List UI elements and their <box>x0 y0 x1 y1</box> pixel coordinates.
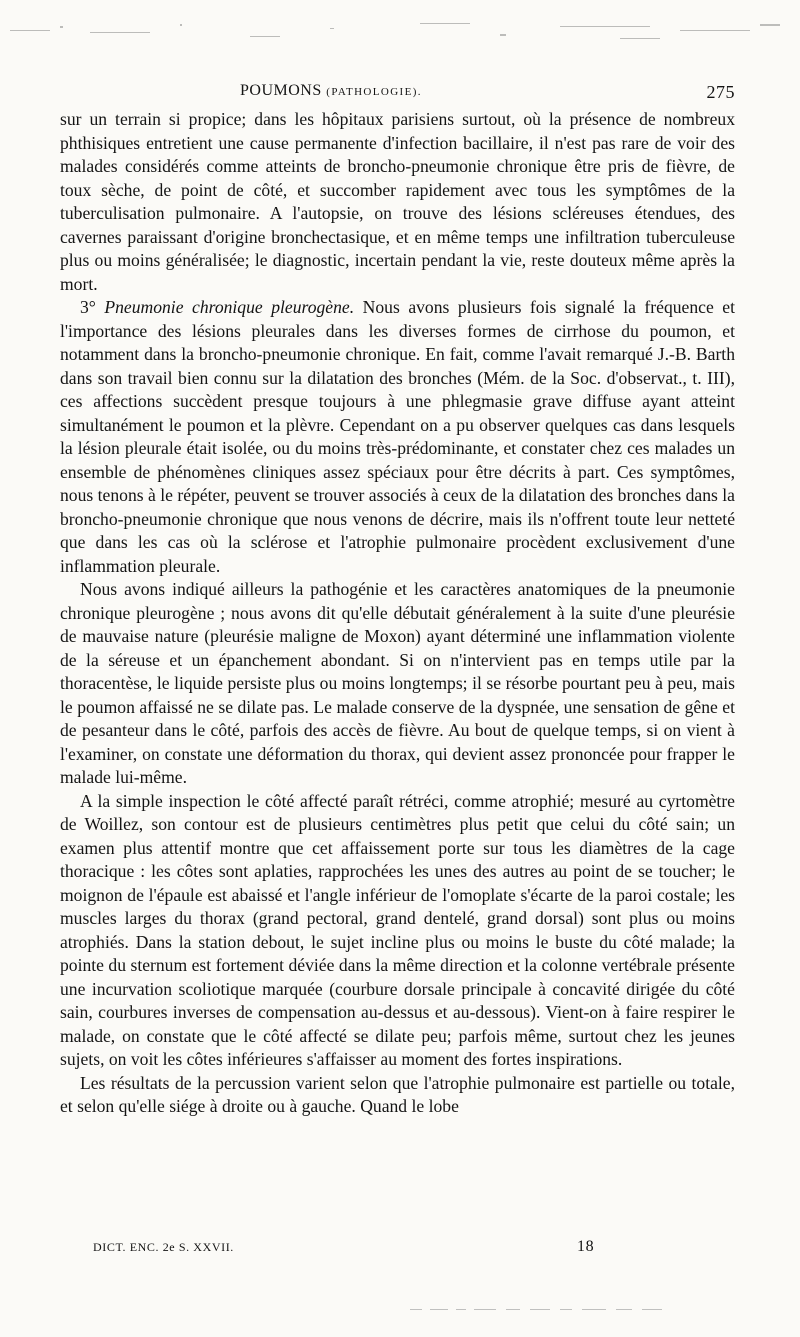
signature-mark: DICT. ENC. 2e S. XXVII. <box>93 1240 234 1254</box>
running-title <box>240 82 422 100</box>
paragraph-text: Les résultats de la percussion varient selon que l'atrophie pulmonaire est partielle ou totale, et selon qu'elle siége à droite ou à gauche. Quand le lobe <box>60 1072 735 1116</box>
paragraph-1 <box>60 108 735 296</box>
paragraph-text: Nous avons indiqué ailleurs la pathogénie et les caractères anatomiques de la pneumonie chronique pleurogène ; nous avons dit qu'elle débutait généralement à la suite d'une pleurésie de mauvaise nature (pleurésie maligne de Moxon) ayant déterminé une inflammation violente de la séreuse et un épanchement abondant. Si on n'intervient pas en temps utile par la thoracentèse, le liquide persiste plus ou moins longtemps; il se résorbe pourtant peu à peu, mais le poumon affaissé ne se dilate pas. Le malade conserve de la dyspnée, une sensation de gêne et de pesanteur dans le côté, parfois des accès de fièvre. Au bout de quelque temps, si on vient à l'examiner, on constate une déformation du thorax, qui devient assez prononcée pour frapper le malade lui-même. <box>60 579 735 787</box>
running-title-subtitle: (PATHOLOGIE). <box>326 86 422 98</box>
scan-noise-top <box>0 18 800 48</box>
paragraph-2 <box>60 296 735 578</box>
paragraph-3 <box>60 578 735 790</box>
paragraph-text: sur un terrain si propice; dans les hôpitaux parisiens surtout, où la présence de nombreux phthisiques entretient une cause permanente d'infection bacillaire, il n'est pas rare de voir des malades considérés comme atteints de broncho-pneumonie chronique être pris de fièvre, de toux sèche, de point de côté, et succomber rapidement avec tous les symptômes de la tuberculisation pulmonaire. A l'autopsie, on trouve des lésions scléreuses étendues, des cavernes paraissant d'origine bronchectasique, et en même temps une infiltration tuberculeuse plus ou moins généralisée; le diagnostic, incertain pendant la vie, reste douteux même après la mort. <box>60 109 735 294</box>
paragraph-text: A la simple inspection le côté affecté paraît rétréci, comme atrophié; mesuré au cyrtomètre de Woillez, son contour est de plusieurs centimètres plus petit que celui du côté sain; un examen plus attentif montre que cet affaissement porte sur tous les diamètres de la cage thoracique : les côtes sont aplaties, rapprochées les unes des autres au point de se toucher; le moignon de l'épaule est abaissé et l'angle inférieur de l'omoplate s'écarte de la paroi costale; les muscles larges du thorax (grand pectoral, grand dentelé, grand dorsal) sont plus ou moins atrophiés. Dans la station debout, le sujet incline plus ou moins le buste du côté malade; la pointe du sternum est fortement déviée dans la même direction et la colonne vertébrale présente une incurvation scoliotique marquée (courbure dorsale principale à concavité dirigée du côté sain, courbures inverses de compensation au-dessus et au-dessous). Vient-on à faire respirer le malade, on constate que le côté affecté se dilate peu; parfois même, surtout chez les jeunes sujets, on voit les côtes inférieures s'affaisser au moment des fortes inspirations. <box>60 790 735 1069</box>
section-heading: Pneumonie chronique pleurogène. <box>104 297 355 317</box>
running-title-main: POUMONS <box>240 82 322 99</box>
scan-noise-bottom <box>410 1308 710 1312</box>
paragraph-4 <box>60 790 735 1072</box>
page-content <box>60 82 735 1119</box>
page-footer <box>93 1240 673 1260</box>
page-number: 275 <box>706 82 735 102</box>
paragraph-5 <box>60 1072 735 1119</box>
running-head <box>60 82 735 108</box>
section-number: 3° <box>80 297 105 317</box>
paragraph-text: Nous avons plusieurs fois signalé la fréquence et l'importance des lésions pleurales dans les diverses formes de cirrhose du poumon, et notamment dans la broncho-pneumonie chronique. En fait, comme l'avait remarqué J.-B. Barth dans son travail bien connu sur la dilatation des bronches (Mém. de la Soc. d'observat., t. III), ces affections succèdent presque toujours à une phlegmasie grave diffuse ayant atteint simultanément le poumon et la plèvre. Cependant on a pu observer quelques cas dans lesquels la lésion pleurale était isolée, ou du moins très-prédominante, et constater chez ces malades un ensemble de phénomènes cliniques assez spéciaux pour être décrits à part. Ces symptômes, nous tenons à le répéter, peuvent se trouver associés à ceux de la dilatation des bronches dans la broncho-pneumonie chronique que nous venons de décrire, mais ils n'offrent toute leur netteté que dans les cas où la sclérose et l'atrophie pulmonaire procèdent exclusivement d'une inflammation pleurale. <box>60 297 735 576</box>
body-text <box>60 108 735 1119</box>
sheet-number: 18 <box>577 1238 595 1255</box>
